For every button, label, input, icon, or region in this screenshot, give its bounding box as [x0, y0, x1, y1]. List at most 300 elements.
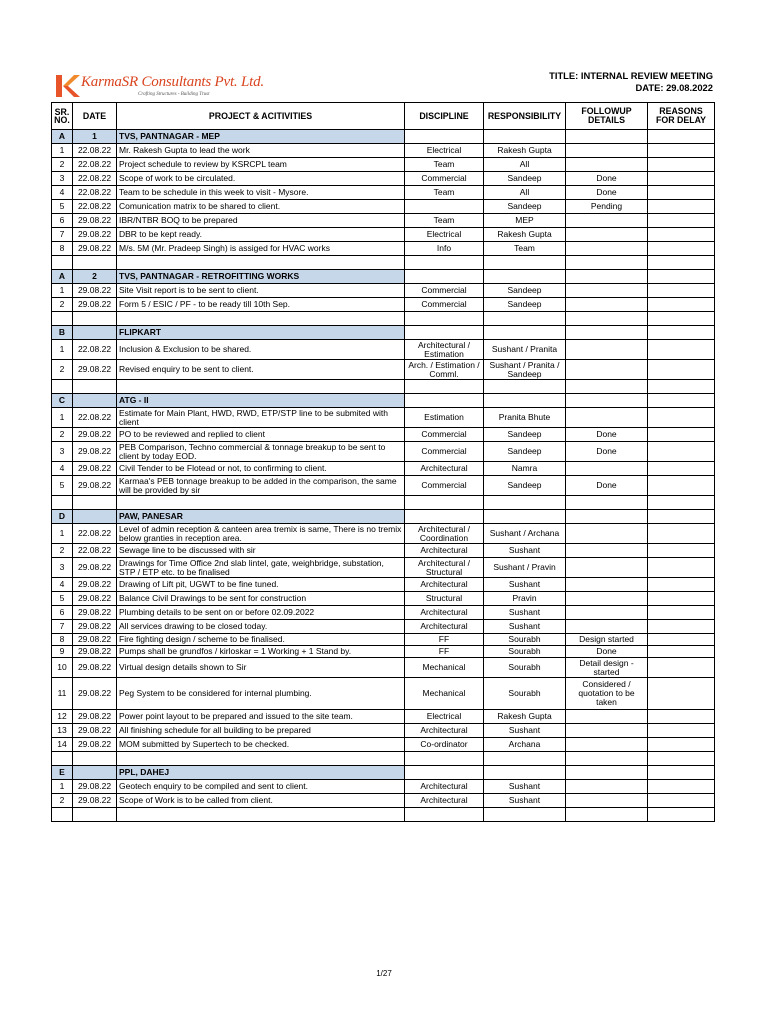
- cell-responsibility: Rakesh Gupta: [484, 710, 566, 724]
- empty-cell: [648, 752, 715, 766]
- cell-discipline: Architectural: [405, 724, 484, 738]
- cell-discipline: Electrical: [405, 144, 484, 158]
- cell-discipline: Arch. / Estimation / Comml.: [405, 360, 484, 380]
- cell-responsibility: Pranita Bhute: [484, 408, 566, 428]
- cell-date: 29.08.22: [73, 558, 117, 578]
- cell-sr: 6: [52, 606, 73, 620]
- table-header-row: [52, 103, 715, 130]
- section-header-row: [52, 394, 715, 408]
- empty-cell: [648, 496, 715, 510]
- cell-sr: 3: [52, 172, 73, 186]
- cell-followup: [566, 158, 648, 172]
- cell-discipline: Commercial: [405, 172, 484, 186]
- empty-cell: [648, 130, 715, 144]
- empty-cell: [405, 130, 484, 144]
- table-row: [52, 442, 715, 462]
- cell-date: 29.08.22: [73, 360, 117, 380]
- cell-discipline: Structural: [405, 592, 484, 606]
- company-logo: [54, 72, 264, 104]
- cell-sr: 12: [52, 710, 73, 724]
- section-header-row: [52, 766, 715, 780]
- cell-date: 29.08.22: [73, 442, 117, 462]
- cell-followup: [566, 738, 648, 752]
- section-header-row: [52, 510, 715, 524]
- cell-date: 29.08.22: [73, 780, 117, 794]
- cell-responsibility: Sandeep: [484, 284, 566, 298]
- section-sr: D: [52, 510, 73, 524]
- empty-cell: [117, 256, 405, 270]
- cell-sr: 8: [52, 634, 73, 646]
- empty-cell: [566, 496, 648, 510]
- section-date: [73, 766, 117, 780]
- cell-followup: Considered / quotation to be taken: [566, 678, 648, 710]
- cell-date: 29.08.22: [73, 738, 117, 752]
- cell-date: 29.08.22: [73, 634, 117, 646]
- empty-cell: [484, 496, 566, 510]
- empty-cell: [52, 312, 73, 326]
- col-header-sr: SR. NO.: [52, 103, 73, 130]
- cell-discipline: Commercial: [405, 284, 484, 298]
- cell-activity: Estimate for Main Plant, HWD, RWD, ETP/STP line to be submited with client: [117, 408, 405, 428]
- meeting-table: [51, 102, 715, 822]
- section-sr: A: [52, 130, 73, 144]
- cell-date: 29.08.22: [73, 646, 117, 658]
- cell-reason: [648, 442, 715, 462]
- cell-reason: [648, 214, 715, 228]
- cell-activity: Fire fighting design / scheme to be finalised.: [117, 634, 405, 646]
- empty-cell: [484, 312, 566, 326]
- section-date: 2: [73, 270, 117, 284]
- cell-discipline: Estimation: [405, 408, 484, 428]
- cell-date: 29.08.22: [73, 476, 117, 496]
- cell-discipline: Mechanical: [405, 658, 484, 678]
- cell-discipline: Commercial: [405, 298, 484, 312]
- cell-sr: 2: [52, 794, 73, 808]
- cell-followup: [566, 724, 648, 738]
- cell-date: 29.08.22: [73, 678, 117, 710]
- empty-cell: [566, 326, 648, 340]
- cell-discipline: Architectural: [405, 462, 484, 476]
- cell-sr: 2: [52, 298, 73, 312]
- section-sr: A: [52, 270, 73, 284]
- col-header-discipline: DISCIPLINE: [405, 103, 484, 130]
- cell-responsibility: Sushant: [484, 724, 566, 738]
- cell-followup: [566, 578, 648, 592]
- cell-discipline: Architectural / Structural: [405, 558, 484, 578]
- table-row: [52, 710, 715, 724]
- cell-discipline: Architectural: [405, 544, 484, 558]
- cell-followup: [566, 298, 648, 312]
- cell-date: 29.08.22: [73, 428, 117, 442]
- cell-activity: Pumps shall be grundfos / kirloskar = 1 Working + 1 Stand by.: [117, 646, 405, 658]
- table-row: [52, 360, 715, 380]
- cell-date: 29.08.22: [73, 592, 117, 606]
- table-row: [52, 144, 715, 158]
- cell-reason: [648, 724, 715, 738]
- empty-cell: [484, 256, 566, 270]
- cell-responsibility: Sandeep: [484, 200, 566, 214]
- cell-reason: [648, 360, 715, 380]
- cell-activity: Virtual design details shown to Sir: [117, 658, 405, 678]
- cell-responsibility: Sourabh: [484, 646, 566, 658]
- cell-followup: Design started: [566, 634, 648, 646]
- table-row: [52, 228, 715, 242]
- cell-responsibility: All: [484, 158, 566, 172]
- empty-cell: [405, 394, 484, 408]
- empty-cell: [648, 326, 715, 340]
- section-sr: E: [52, 766, 73, 780]
- blank-row: [52, 808, 715, 822]
- cell-date: 29.08.22: [73, 606, 117, 620]
- empty-cell: [405, 326, 484, 340]
- cell-activity: Inclusion & Exclusion to be shared.: [117, 340, 405, 360]
- cell-followup: [566, 544, 648, 558]
- cell-reason: [648, 780, 715, 794]
- cell-discipline: Architectural: [405, 620, 484, 634]
- cell-activity: Scope of Work is to be called from client.: [117, 794, 405, 808]
- cell-reason: [648, 298, 715, 312]
- cell-sr: 13: [52, 724, 73, 738]
- table-row: [52, 476, 715, 496]
- cell-sr: 14: [52, 738, 73, 752]
- cell-sr: 6: [52, 214, 73, 228]
- empty-cell: [648, 270, 715, 284]
- section-activity: FLIPKART: [117, 326, 405, 340]
- empty-cell: [484, 130, 566, 144]
- table-row: [52, 592, 715, 606]
- cell-responsibility: Sushant / Pranita / Sandeep: [484, 360, 566, 380]
- cell-responsibility: Sourabh: [484, 634, 566, 646]
- cell-sr: 2: [52, 158, 73, 172]
- cell-date: 22.08.22: [73, 340, 117, 360]
- cell-date: 29.08.22: [73, 620, 117, 634]
- cell-followup: [566, 794, 648, 808]
- table-row: [52, 678, 715, 710]
- table-row: [52, 558, 715, 578]
- cell-discipline: Commercial: [405, 476, 484, 496]
- cell-responsibility: Sushant: [484, 578, 566, 592]
- empty-cell: [484, 394, 566, 408]
- cell-date: 29.08.22: [73, 228, 117, 242]
- cell-date: 22.08.22: [73, 544, 117, 558]
- cell-responsibility: Sushant: [484, 544, 566, 558]
- cell-responsibility: Sandeep: [484, 476, 566, 496]
- document-date: DATE: 29.08.2022: [635, 82, 713, 93]
- empty-cell: [117, 752, 405, 766]
- empty-cell: [117, 312, 405, 326]
- empty-cell: [648, 380, 715, 394]
- cell-activity: All services drawing to be closed today.: [117, 620, 405, 634]
- empty-cell: [117, 808, 405, 822]
- cell-sr: 9: [52, 646, 73, 658]
- cell-activity: Mr. Rakesh Gupta to lead the work: [117, 144, 405, 158]
- cell-discipline: Architectural: [405, 794, 484, 808]
- cell-reason: [648, 476, 715, 496]
- cell-discipline: Team: [405, 214, 484, 228]
- cell-activity: Drawings for Time Office 2nd slab lintel, gate, weighbridge, substation, STP / ETP etc. to be finalised: [117, 558, 405, 578]
- cell-discipline: FF: [405, 634, 484, 646]
- cell-sr: 7: [52, 228, 73, 242]
- empty-cell: [405, 312, 484, 326]
- empty-cell: [566, 394, 648, 408]
- cell-sr: 11: [52, 678, 73, 710]
- cell-responsibility: Sandeep: [484, 442, 566, 462]
- cell-reason: [648, 340, 715, 360]
- document-title: TITLE: INTERNAL REVIEW MEETING: [549, 70, 713, 81]
- cell-date: 22.08.22: [73, 408, 117, 428]
- cell-reason: [648, 144, 715, 158]
- empty-cell: [566, 766, 648, 780]
- cell-followup: Detail design - started: [566, 658, 648, 678]
- cell-sr: 4: [52, 462, 73, 476]
- table-row: [52, 242, 715, 256]
- empty-cell: [52, 752, 73, 766]
- cell-reason: [648, 634, 715, 646]
- cell-discipline: Team: [405, 158, 484, 172]
- section-activity: PAW, PANESAR: [117, 510, 405, 524]
- cell-followup: Pending: [566, 200, 648, 214]
- cell-discipline: Architectural / Coordination: [405, 524, 484, 544]
- cell-reason: [648, 186, 715, 200]
- cell-followup: [566, 408, 648, 428]
- table-row: [52, 524, 715, 544]
- company-tagline: Crafting Structures - Building Trust: [138, 92, 210, 97]
- cell-reason: [648, 242, 715, 256]
- cell-activity: Geotech enquiry to be compiled and sent to client.: [117, 780, 405, 794]
- cell-date: 29.08.22: [73, 794, 117, 808]
- empty-cell: [405, 510, 484, 524]
- cell-reason: [648, 462, 715, 476]
- cell-sr: 1: [52, 780, 73, 794]
- empty-cell: [648, 510, 715, 524]
- cell-sr: 7: [52, 620, 73, 634]
- empty-cell: [566, 808, 648, 822]
- logo-k-mark-icon: [54, 72, 80, 100]
- cell-reason: [648, 606, 715, 620]
- cell-followup: [566, 228, 648, 242]
- table-row: [52, 462, 715, 476]
- table-row: [52, 200, 715, 214]
- blank-row: [52, 496, 715, 510]
- col-header-followup: FOLLOWUP DETAILS: [566, 103, 648, 130]
- cell-discipline: Commercial: [405, 428, 484, 442]
- empty-cell: [484, 510, 566, 524]
- table-row: [52, 172, 715, 186]
- cell-sr: 2: [52, 428, 73, 442]
- cell-date: 29.08.22: [73, 710, 117, 724]
- table-row: [52, 646, 715, 658]
- cell-followup: [566, 620, 648, 634]
- cell-activity: Balance Civil Drawings to be sent for construction: [117, 592, 405, 606]
- cell-activity: M/s. 5M (Mr. Pradeep Singh) is assiged for HVAC works: [117, 242, 405, 256]
- table-row: [52, 408, 715, 428]
- cell-responsibility: All: [484, 186, 566, 200]
- table-row: [52, 658, 715, 678]
- empty-cell: [405, 380, 484, 394]
- cell-reason: [648, 158, 715, 172]
- cell-responsibility: MEP: [484, 214, 566, 228]
- table-row: [52, 578, 715, 592]
- cell-discipline: Mechanical: [405, 678, 484, 710]
- cell-sr: 5: [52, 200, 73, 214]
- cell-sr: 1: [52, 284, 73, 298]
- empty-cell: [484, 808, 566, 822]
- cell-discipline: [405, 200, 484, 214]
- cell-activity: Comunication matrix to be shared to client.: [117, 200, 405, 214]
- table-row: [52, 428, 715, 442]
- cell-activity: Plumbing details to be sent on or before 02.09.2022: [117, 606, 405, 620]
- cell-followup: [566, 144, 648, 158]
- cell-reason: [648, 284, 715, 298]
- cell-reason: [648, 524, 715, 544]
- cell-activity: Power point layout to be prepared and issued to the site team.: [117, 710, 405, 724]
- col-header-reasons: REASONS FOR DELAY: [648, 103, 715, 130]
- cell-activity: DBR to be kept ready.: [117, 228, 405, 242]
- table-row: [52, 738, 715, 752]
- cell-date: 29.08.22: [73, 658, 117, 678]
- empty-cell: [52, 256, 73, 270]
- cell-discipline: Architectural: [405, 780, 484, 794]
- cell-responsibility: Rakesh Gupta: [484, 144, 566, 158]
- table-row: [52, 780, 715, 794]
- cell-sr: 2: [52, 544, 73, 558]
- cell-sr: 10: [52, 658, 73, 678]
- cell-sr: 1: [52, 144, 73, 158]
- cell-followup: [566, 462, 648, 476]
- table-row: [52, 298, 715, 312]
- cell-activity: Team to be schedule in this week to visit - Mysore.: [117, 186, 405, 200]
- table-row: [52, 284, 715, 298]
- cell-activity: IBR/NTBR BOQ to be prepared: [117, 214, 405, 228]
- section-activity: PPL, DAHEJ: [117, 766, 405, 780]
- empty-cell: [73, 752, 117, 766]
- empty-cell: [405, 496, 484, 510]
- cell-sr: 4: [52, 578, 73, 592]
- empty-cell: [405, 270, 484, 284]
- cell-sr: 5: [52, 476, 73, 496]
- cell-responsibility: Archana: [484, 738, 566, 752]
- cell-responsibility: Sandeep: [484, 172, 566, 186]
- empty-cell: [648, 312, 715, 326]
- empty-cell: [566, 130, 648, 144]
- table-row: [52, 620, 715, 634]
- table-row: [52, 606, 715, 620]
- cell-date: 29.08.22: [73, 298, 117, 312]
- cell-reason: [648, 794, 715, 808]
- cell-discipline: Co-ordinator: [405, 738, 484, 752]
- cell-responsibility: Sourabh: [484, 678, 566, 710]
- empty-cell: [484, 380, 566, 394]
- empty-cell: [405, 808, 484, 822]
- cell-followup: Done: [566, 172, 648, 186]
- empty-cell: [566, 312, 648, 326]
- section-date: 1: [73, 130, 117, 144]
- cell-activity: Project schedule to review by KSRCPL team: [117, 158, 405, 172]
- cell-activity: Revised enquiry to be sent to client.: [117, 360, 405, 380]
- cell-activity: Drawing of Lift pit, UGWT to be fine tuned.: [117, 578, 405, 592]
- empty-cell: [484, 766, 566, 780]
- section-activity: TVS, PANTNAGAR - MEP: [117, 130, 405, 144]
- cell-date: 22.08.22: [73, 144, 117, 158]
- empty-cell: [484, 752, 566, 766]
- cell-sr: 1: [52, 340, 73, 360]
- blank-row: [52, 312, 715, 326]
- cell-reason: [648, 228, 715, 242]
- empty-cell: [117, 380, 405, 394]
- cell-activity: PEB Comparison, Techno commercial & tonnage breakup to be sent to client by today EOD.: [117, 442, 405, 462]
- cell-followup: [566, 606, 648, 620]
- cell-responsibility: Sandeep: [484, 428, 566, 442]
- cell-responsibility: Sushant: [484, 780, 566, 794]
- cell-followup: [566, 214, 648, 228]
- section-header-row: [52, 326, 715, 340]
- section-activity: TVS, PANTNAGAR - RETROFITTING WORKS: [117, 270, 405, 284]
- cell-date: 22.08.22: [73, 200, 117, 214]
- section-date: [73, 326, 117, 340]
- section-sr: B: [52, 326, 73, 340]
- empty-cell: [405, 766, 484, 780]
- empty-cell: [117, 496, 405, 510]
- cell-followup: Done: [566, 428, 648, 442]
- cell-followup: [566, 340, 648, 360]
- section-header-row: [52, 130, 715, 144]
- empty-cell: [73, 256, 117, 270]
- cell-followup: [566, 780, 648, 794]
- cell-activity: Scope of work to be circulated.: [117, 172, 405, 186]
- blank-row: [52, 752, 715, 766]
- section-date: [73, 510, 117, 524]
- cell-followup: [566, 710, 648, 724]
- empty-cell: [566, 256, 648, 270]
- cell-activity: MOM submitted by Supertech to be checked.: [117, 738, 405, 752]
- cell-followup: Done: [566, 476, 648, 496]
- empty-cell: [73, 312, 117, 326]
- col-header-responsibility: RESPONSIBILITY: [484, 103, 566, 130]
- cell-reason: [648, 558, 715, 578]
- cell-activity: Form 5 / ESIC / PF - to be ready till 10th Sep.: [117, 298, 405, 312]
- cell-reason: [648, 678, 715, 710]
- cell-reason: [648, 620, 715, 634]
- cell-activity: Site Visit report is to be sent to client.: [117, 284, 405, 298]
- section-activity: ATG - II: [117, 394, 405, 408]
- table-row: [52, 634, 715, 646]
- cell-reason: [648, 710, 715, 724]
- table-row: [52, 186, 715, 200]
- section-header-row: [52, 270, 715, 284]
- cell-date: 22.08.22: [73, 172, 117, 186]
- col-header-date: DATE: [73, 103, 117, 130]
- cell-followup: [566, 284, 648, 298]
- cell-followup: [566, 360, 648, 380]
- cell-activity: PO to be reviewed and replied to client: [117, 428, 405, 442]
- cell-discipline: Electrical: [405, 710, 484, 724]
- cell-date: 22.08.22: [73, 524, 117, 544]
- cell-responsibility: Sandeep: [484, 298, 566, 312]
- table-body: [52, 130, 715, 822]
- cell-discipline: Info: [405, 242, 484, 256]
- empty-cell: [566, 270, 648, 284]
- table-row: [52, 724, 715, 738]
- cell-discipline: Electrical: [405, 228, 484, 242]
- cell-responsibility: Sourabh: [484, 658, 566, 678]
- cell-date: 29.08.22: [73, 242, 117, 256]
- empty-cell: [52, 380, 73, 394]
- cell-followup: [566, 558, 648, 578]
- blank-row: [52, 380, 715, 394]
- cell-responsibility: Namra: [484, 462, 566, 476]
- cell-activity: Karmaa's PEB tonnage breakup to be added in the comparison, the same will be provided by sir: [117, 476, 405, 496]
- table-row: [52, 794, 715, 808]
